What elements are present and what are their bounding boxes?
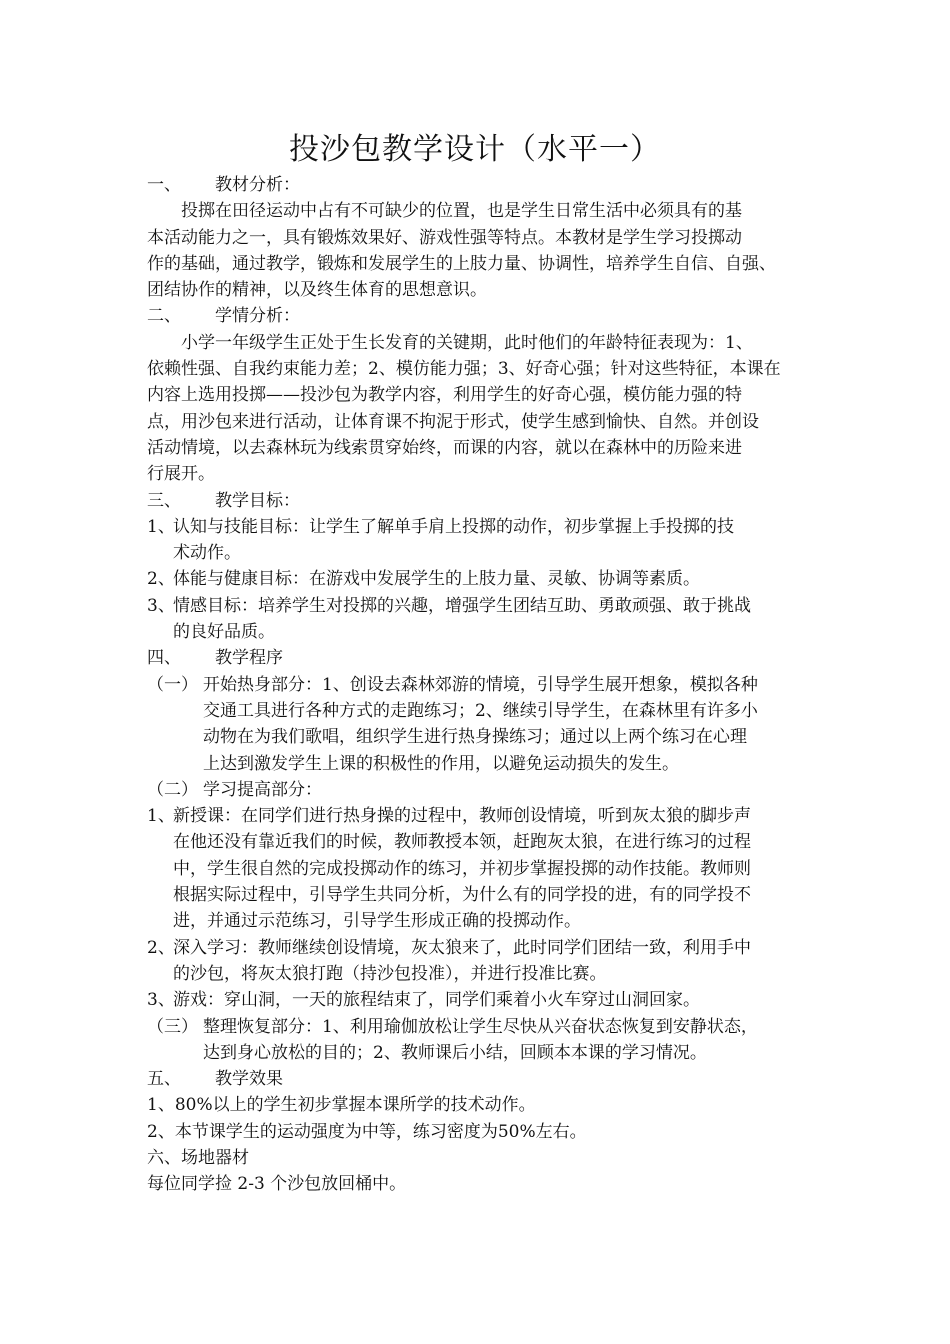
list-text: 认知与技能目标：让学生了解单手肩上投掷的动作，初步掌握上手投掷的技 术动作。 [173, 516, 734, 564]
section-title: 学情分析： [215, 306, 300, 327]
equipment-line: 每位同学捡 2-3 个沙包放回桶中。 [147, 1174, 407, 1195]
section-heading-1 [147, 172, 817, 198]
list-item [147, 987, 817, 1013]
section-title: 教学目标： [215, 490, 300, 511]
section-number: 五、 [147, 1069, 181, 1090]
subsection-learning [147, 777, 817, 803]
section-heading-6: 六、场地器材 [147, 1147, 249, 1168]
subsection-warmup [147, 672, 817, 777]
result-line: 1、80%以上的学生初步掌握本课所学的技术动作。 [147, 1095, 536, 1116]
subsection-cooldown [147, 1014, 817, 1067]
subsection-number: （三） [147, 1016, 198, 1037]
section-number: 一、 [147, 175, 181, 195]
result-line: 2、本节课学生的运动强度为中等，练习密度为50%左右。 [147, 1121, 587, 1142]
list-item [147, 803, 817, 934]
paragraph-material-analysis: 投掷在田径运动中占有不可缺少的位置，也是学生日常生活中必须具有的基 本活动能力之一，具有锻炼效果好、游戏性强等特点。本教材是学生学习投掷动 作的基础，通过教学，锻炼和发展学生的上肢力量、协调性，培养学生自信、自强、 团结协作的精神，以及终生体育的思想意识。 [147, 201, 776, 301]
list-item [147, 593, 817, 646]
document-title: 投沙包教学设计（水平一） [289, 132, 661, 167]
list-number: 3、 [147, 595, 175, 616]
list-text: 情感目标：培养学生对投掷的兴趣，增强学生团结互助、勇敢顽强、敢于挑战 的良好品质。 [173, 595, 751, 643]
subsection-number: （二） [147, 779, 198, 800]
section-title: 教材分析： [215, 175, 300, 195]
section-number: 四、 [147, 648, 181, 669]
list-number: 2、 [147, 937, 175, 958]
section-number: 二、 [147, 306, 181, 327]
section-heading-4 [147, 645, 817, 671]
document-body [147, 172, 817, 1198]
subsection-text: 开始热身部分：1、创设去森林郊游的情境，引导学生展开想象，模拟各种 交通工具进行各种方式的走跑练习；2、继续引导学生，在森林里有许多小 动物在为我们歌唱，组织学生进行热身操练习；通过以上两个练习在心理 上达到激发学生上课的积极性的作用，以避免运动损失的发生。 [203, 674, 758, 774]
section-number: 三、 [147, 490, 181, 511]
section-title: 教学程序 [215, 648, 283, 669]
section-title: 教学效果 [215, 1069, 283, 1090]
section-heading-2 [147, 303, 817, 329]
subsection-number: （一） [147, 674, 198, 695]
list-text: 游戏：穿山洞，一天的旅程结束了，同学们乘着小火车穿过山洞回家。 [173, 990, 700, 1011]
section-heading-3 [147, 488, 817, 514]
list-text: 体能与健康目标：在游戏中发展学生的上肢力量、灵敏、协调等素质。 [173, 569, 700, 590]
list-item [147, 514, 817, 567]
list-number: 2、 [147, 569, 175, 590]
section-heading-5 [147, 1066, 817, 1092]
list-item [147, 566, 817, 592]
list-text: 深入学习：教师继续创设情境，灰太狼来了，此时同学们团结一致，利用手中 的沙包，将灰太狼打跑（持沙包投准），并进行投准比赛。 [173, 937, 751, 984]
list-text: 新授课：在同学们进行热身操的过程中，教师创设情境，听到灰太狼的脚步声 在他还没有靠近我们的时候，教师教授本领，赶跑灰太狼，在进行练习的过程 中，学生很自然的完成投掷动作的练习，并初步掌握投掷的动作技能。教师则 根据实际过程中，引导学生共同分析，为什么有的同学投的进，有的同学投不 进，并通过示范练习，引导学生形成正确的投掷动作。 [173, 806, 751, 932]
subsection-text: 学习提高部分： [203, 779, 322, 800]
subsection-text: 整理恢复部分：1、利用瑜伽放松让学生尽快从兴奋状态恢复到安静状态， 达到身心放松的目的；2、教师课后小结，回顾本本课的学习情况。 [203, 1016, 758, 1063]
list-number: 1、 [147, 516, 175, 537]
paragraph-student-analysis: 小学一年级学生正处于生长发育的关键期，此时他们的年龄特征表现为：1、 依赖性强、自我约束能力差；2、模仿能力强；3、好奇心强；针对这些特征，本课在 内容上选用投掷——投沙包为教学内容，利用学生的好奇心强，模仿能力强的特 点，用沙包来进行活动，让体育课不拘泥于形式，使学生感到愉快、自然。并创设 活动情境，以去森林玩为线索贯穿始终，而课的内容，就以在森林中的历险来进 行展开。 [147, 332, 781, 485]
list-number: 1、 [147, 806, 175, 827]
list-item [147, 935, 817, 988]
list-number: 3、 [147, 990, 175, 1011]
